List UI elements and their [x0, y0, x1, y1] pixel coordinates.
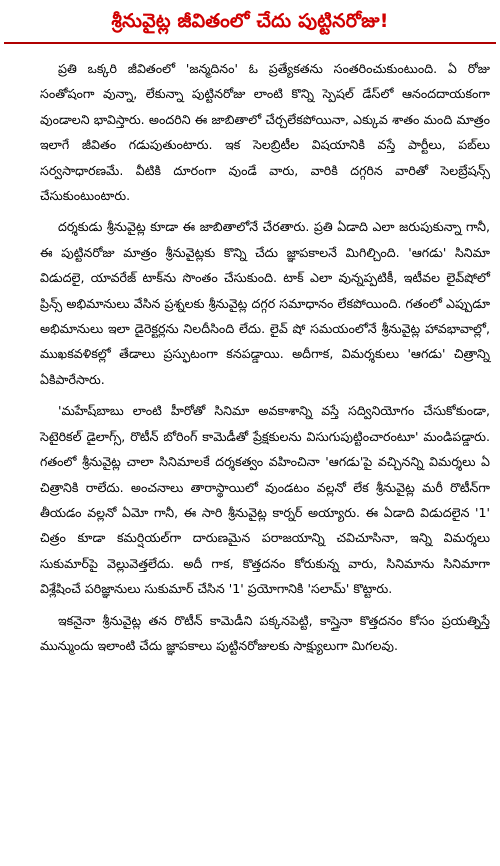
title-bar	[4, 4, 496, 44]
article-title: శ్రీనువైట్ల జీవితంలో చేదు పుట్టినరోజు!	[111, 9, 389, 32]
article-paragraph-4: ఇకనైనా శ్రీనువైట్ల తన రొటీన్ కామెడీని పక్కనపెట్టి, కాస్తైనా కొత్తదనం కోసం ప్రయత్నిస్తే మున్ముందు ఇలాంటి చేదు జ్ఞాపకాలు పుట్టినరోజులకు సాక్ష్యులుగా మిగలవు.	[40, 612, 490, 653]
article-paragraph-3: 'మహేష్‌బాబు లాంటి హీరోతో సినిమా అవకాశాన్ని వస్తే సద్వినియోగం చేసుకోకుండా, సెటైరికల్ డైలాగ్స్, రొటీన్ బోరింగ్ కామెడీతో ప్రేక్షకులను విసుగుపుట్టించారంటూ' మండిపడ్డారు. గతంలో శ్రీనువైట్ల చాలా సినిమాలకే దర్శకత్వం వహించినా 'ఆగడు'పై వచ్చినన్ని విమర్శలు ఏ చిత్రానికి రాలేదు. అంచనాలు తారాస్థాయిలో వుండటం వల్లనో లేక శ్రీనువైట్ల మరీ రొటీన్‌గా తీయడం వల్లనో ఏమో గానీ, ఈ సారి శ్రీనువైట్ల కార్నర్ అయ్యారు. ఈ ఏడాది విడుదలైన '1' చిత్రం కూడా కమర్షియల్‌గా దారుణమైన పరాజయాన్ని చవిచూసినా, ఇన్ని విమర్శలు సుకుమార్‌పై వెల్లువెత్తలేదు. అదీ గాక, కొత్తదనం కోరుకున్న వారు, సినిమాను సినిమాగా విశ్లేషించే పరిజ్ఞానులు సుకుమార్ చేసిన '1' ప్రయోగానికి 'సలామ్' కొట్టారు.	[40, 403, 490, 597]
article-paragraph-2: దర్శకుడు శ్రీనువైట్ల కూడా ఈ జాబితాలోనే చేరతారు. ప్రతి ఏడాది ఎలా జరుపుకున్నా గానీ, ఈ పుట్టినరోజు మాత్రం శ్రీనువైట్లకు కొన్ని చేదు జ్ఞాపకాలనే మిగిల్చింది. 'ఆగడు' సినిమా విడుదలై, యావరేజ్ టాక్‌ను సొంతం చేసుకుంది. టాక్ ఎలా వున్నప్పటికీ, ఇటీవల లైవ్‌షోలో ప్రిన్స్ అభిమానులు వేసిన ప్రశ్నలకు శ్రీనువైట్ల దగ్గర సమాధానం లేకపోయింది. గతంలో ఎప్పుడూ అభిమానులు ఇలా డైరెక్టర్లను నిలదీసింది లేదు. లైవ్ షో సమయంలోనే శ్రీనువైట్ల హావభావాల్లో, ముఖకవళికల్లో తేడాలు ప్రస్ఫుటంగా కనపడ్డాయి. అదీగాక, విమర్శకులు 'ఆగడు' చిత్రాన్ని ఏకిపారేసారు.	[40, 219, 490, 387]
article-paragraph-1: ప్రతి ఒక్కరి జీవితంలో 'జన్మదినం' ఓ ప్రత్యేకతను సంతరించుకుంటుంది. ఏ రోజు సంతోషంగా వున్నా, లేకున్నా పుట్టినరోజు లాంటి కొన్ని స్పెషల్ డేస్‌లో ఆనందదాయకంగా వుండాలని భావిస్తారు. అందరిని ఈ జాబితాలో చేర్చలేకపోయినా, ఎక్కువ శాతం మంది మాత్రం ఇలాగే జీవితం గడుపుతుంటారు. ఇక సెలబ్రిటీల విషయానికి వస్తే పార్టీలు, పబ్‌లు సర్వసాధారణమే. వీటికి దూరంగా వుండే వారు, వారికి దగ్గరిన వారితో సెలబ్రేషన్స్ చేసుకుంటుంటారు.	[40, 61, 490, 204]
article-body	[40, 56, 490, 664]
